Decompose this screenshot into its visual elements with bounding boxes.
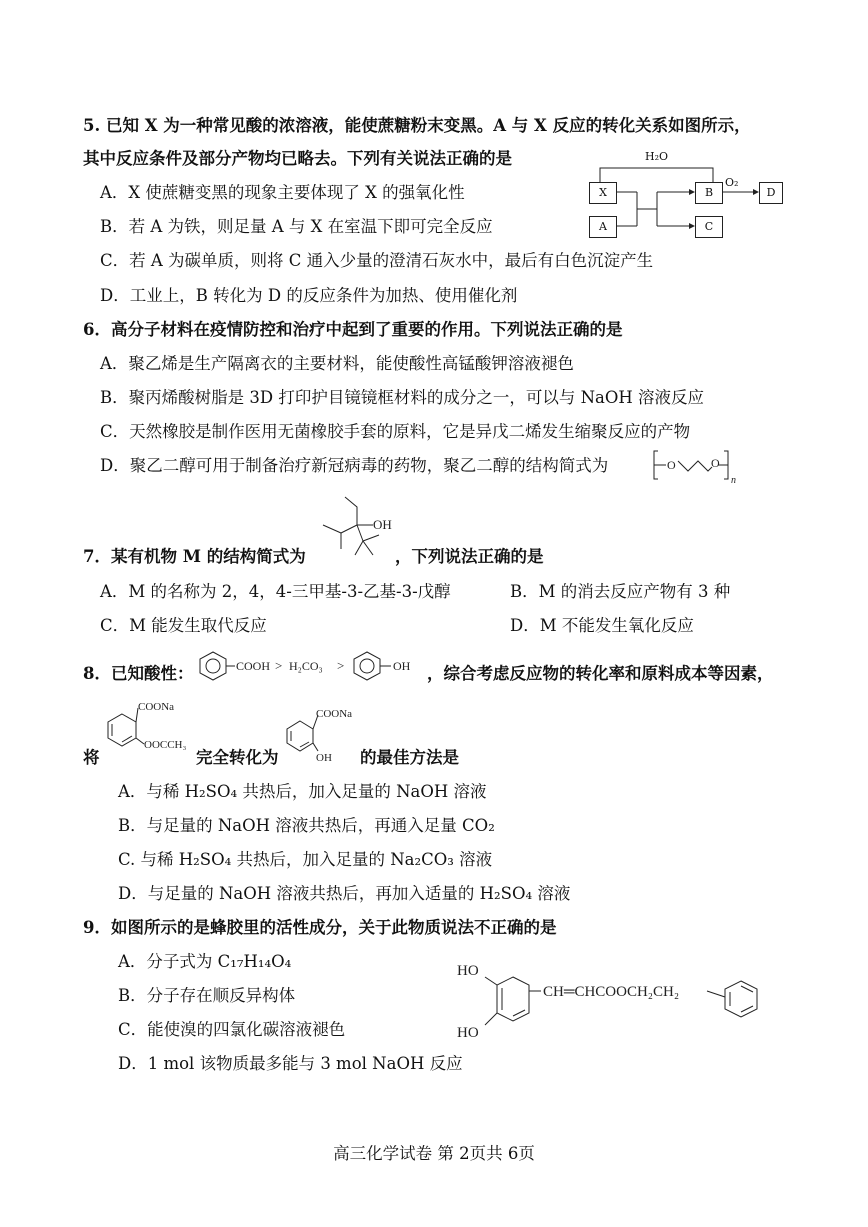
q6-option-c: C．天然橡胶是制作医用无菌橡胶手套的原料，它是异戊二烯发生缩聚反应的产物 [100, 422, 691, 441]
q5-flow-diagram [585, 150, 785, 245]
q8-product-oh: OH [316, 752, 332, 764]
q7-stem-b: ，下列说法正确的是 [395, 547, 544, 566]
q5-box-a: A [589, 216, 617, 238]
q6-option-d: D．聚乙二醇可用于制备治疗新冠病毒的药物，聚乙二醇的结构简式为 [100, 456, 609, 475]
q7-oh-label: OH [373, 517, 392, 532]
q5-box-b: B [695, 182, 723, 204]
q6-peg-structure [650, 445, 740, 487]
q5-box-x: X [589, 182, 617, 204]
q8-option-b: B．与足量的 NaOH 溶液共热后，再通入足量 CO₂ [118, 816, 495, 835]
q5-option-b: B．若 A 为铁，则足量 A 与 X 在室温下即可完全反应 [100, 217, 493, 236]
q9-caffeate-structure [455, 955, 775, 1045]
q8-mid-text: 完全转化为 [196, 748, 279, 767]
q8-reactant-oocch3: OOCCH₃ [144, 739, 187, 751]
q9-option-b: B．分子存在顺反异构体 [118, 986, 296, 1005]
q6-peg-formula [650, 445, 740, 487]
q8-product-structure [282, 703, 360, 765]
q8-reactant-structure [100, 698, 195, 760]
q9-stem: 9．如图所示的是蜂胶里的活性成分，关于此物质说法不正确的是 [83, 918, 557, 937]
q8-gt1: > [275, 658, 283, 673]
q8-end-text: 的最佳方法是 [360, 748, 459, 767]
q8-option-c: C. 与稀 H₂SO₄ 共热后，加入足量的 Na₂CO₃ 溶液 [118, 850, 493, 869]
q5-option-a: A．X 使蔗糖变黑的现象主要体现了 X 的强氧化性 [100, 183, 465, 202]
q5-h2o-label: H₂O [645, 150, 669, 163]
q7-option-c: C．M 能发生取代反应 [100, 616, 267, 635]
q9-option-d: D．1 mol 该物质最多能与 3 mol NaOH 反应 [118, 1054, 463, 1073]
q7-stem-a: 7．某有机物 M 的结构简式为 [83, 547, 306, 566]
q7-option-b: B．M 的消去反应产物有 3 种 [510, 582, 731, 601]
q6-n-subscript: n [731, 475, 736, 486]
page-footer: 高三化学试卷 第 2页共 6页 [333, 1144, 535, 1163]
q7-option-a: A．M 的名称为 2，4，4-三甲基-3-乙基-3-戊醇 [100, 582, 451, 601]
q6-option-b: B．聚丙烯酸树脂是 3D 打印护目镜镜框材料的成分之一，可以与 NaOH 溶液反应 [100, 388, 705, 407]
q8-acid2-h2co3: H₂CO₃ [289, 659, 323, 673]
q7-skeletal-structure [315, 495, 405, 557]
q9-side-chain: CH═CHCOOCH₂CH₂ [543, 984, 680, 1000]
q8-product-coona: COONa [316, 708, 353, 720]
q8-option-d: D．与足量的 NaOH 溶液共热后，再加入适量的 H₂SO₄ 溶液 [118, 884, 571, 903]
q9-ho-top: HO [457, 963, 479, 979]
q6-o-right: O [711, 456, 720, 470]
q8-acidity-chain [195, 648, 427, 684]
q8-acid3-oh: OH [393, 659, 411, 673]
q5-o2-label: O₂ [725, 176, 739, 189]
q9-ho-bottom: HO [457, 1025, 479, 1041]
q8-option-a: A．与稀 H₂SO₄ 共热后，加入足量的 NaOH 溶液 [118, 782, 487, 801]
q5-option-d: D．工业上，B 转化为 D 的反应条件为加热、使用催化剂 [100, 286, 518, 305]
q8-acid1-cooh: COOH [236, 659, 271, 673]
q8-word-jiang: 将 [83, 748, 100, 767]
q8-stem-b: ，综合考虑反应物的转化率和原料成本等因素， [427, 664, 774, 683]
q8-reactant-coona: COONa [138, 701, 175, 713]
q6-option-a: A．聚乙烯是生产隔离衣的主要材料，能使酸性高锰酸钾溶液褪色 [100, 354, 574, 373]
q5-box-c: C [695, 216, 723, 238]
q9-option-a: A．分子式为 C₁₇H₁₄O₄ [118, 952, 292, 971]
q5-box-d: D [759, 182, 783, 204]
q5-stem-line2: 其中反应条件及部分产物均已略去。下列有关说法正确的是 [83, 149, 512, 168]
q5-stem-line1: 5. 已知 X 为一种常见酸的浓溶液，能使蔗糖粉末变黑。A 与 X 反应的转化关系如图所示， [83, 116, 751, 135]
q7-option-d: D．M 不能发生氧化反应 [510, 616, 694, 635]
q8-gt2: > [337, 658, 345, 673]
q9-option-c: C．能使溴的四氯化碳溶液褪色 [118, 1020, 346, 1039]
q6-stem: 6．高分子材料在疫情防控和治疗中起到了重要的作用。下列说法正确的是 [83, 320, 623, 339]
q8-stem-a: 8．已知酸性： [83, 664, 194, 683]
q6-o-left: O [667, 458, 676, 472]
q5-option-c: C．若 A 为碳单质，则将 C 通入少量的澄清石灰水中，最后有白色沉淀产生 [100, 251, 654, 270]
